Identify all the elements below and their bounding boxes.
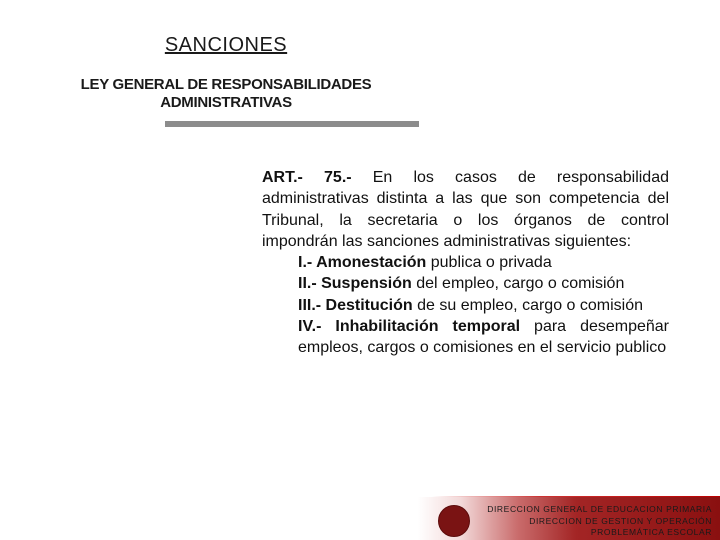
sanction-label: I.- Amonestación xyxy=(298,254,427,272)
sanction-label: III.- Destitución xyxy=(298,296,413,314)
page-title: SANCIONES xyxy=(164,34,288,56)
footer-institution xyxy=(487,504,712,539)
subtitle-line-2: ADMINISTRATIVAS xyxy=(160,94,292,111)
sanction-text: de su empleo, cargo o comisión xyxy=(412,296,644,314)
article-label: ART.- 75.- xyxy=(262,169,352,186)
sanction-label: IV.- Inhabilitación temporal xyxy=(298,318,521,336)
list-item xyxy=(298,295,669,316)
subtitle-line-1: LEY GENERAL DE RESPONSABILIDADES xyxy=(80,76,372,93)
institution-seal-icon xyxy=(438,505,470,537)
sanction-label: II.- Suspensión xyxy=(298,275,412,293)
sanction-text: para desempeñar empleos, cargos o comisiones en el servicio publico xyxy=(298,318,670,357)
article-lead xyxy=(262,167,669,252)
list-item xyxy=(298,316,669,359)
list-item xyxy=(298,252,669,273)
sanction-text: del empleo, cargo o comisión xyxy=(411,275,625,293)
article-lead-text: En los casos de responsabilidad administrativas distinta a las que son competencia del Tribunal, la secretaria o los órganos de control impondrán las sanciones administrativas siguientes: xyxy=(262,169,669,250)
page-subtitle xyxy=(0,76,452,112)
article-body xyxy=(262,167,669,359)
title-divider xyxy=(165,121,419,127)
footer-line-2: DIRECCION DE GESTION Y OPERACIÓN xyxy=(529,515,712,526)
sanction-text: publica o privada xyxy=(426,254,552,272)
footer-line-3: PROBLEMÁTICA ESCOLAR xyxy=(590,527,712,537)
sanctions-list xyxy=(262,252,669,358)
footer-line-1: DIRECCION GENERAL DE EDUCACION PRIMARIA xyxy=(487,504,712,514)
list-item xyxy=(298,273,669,294)
